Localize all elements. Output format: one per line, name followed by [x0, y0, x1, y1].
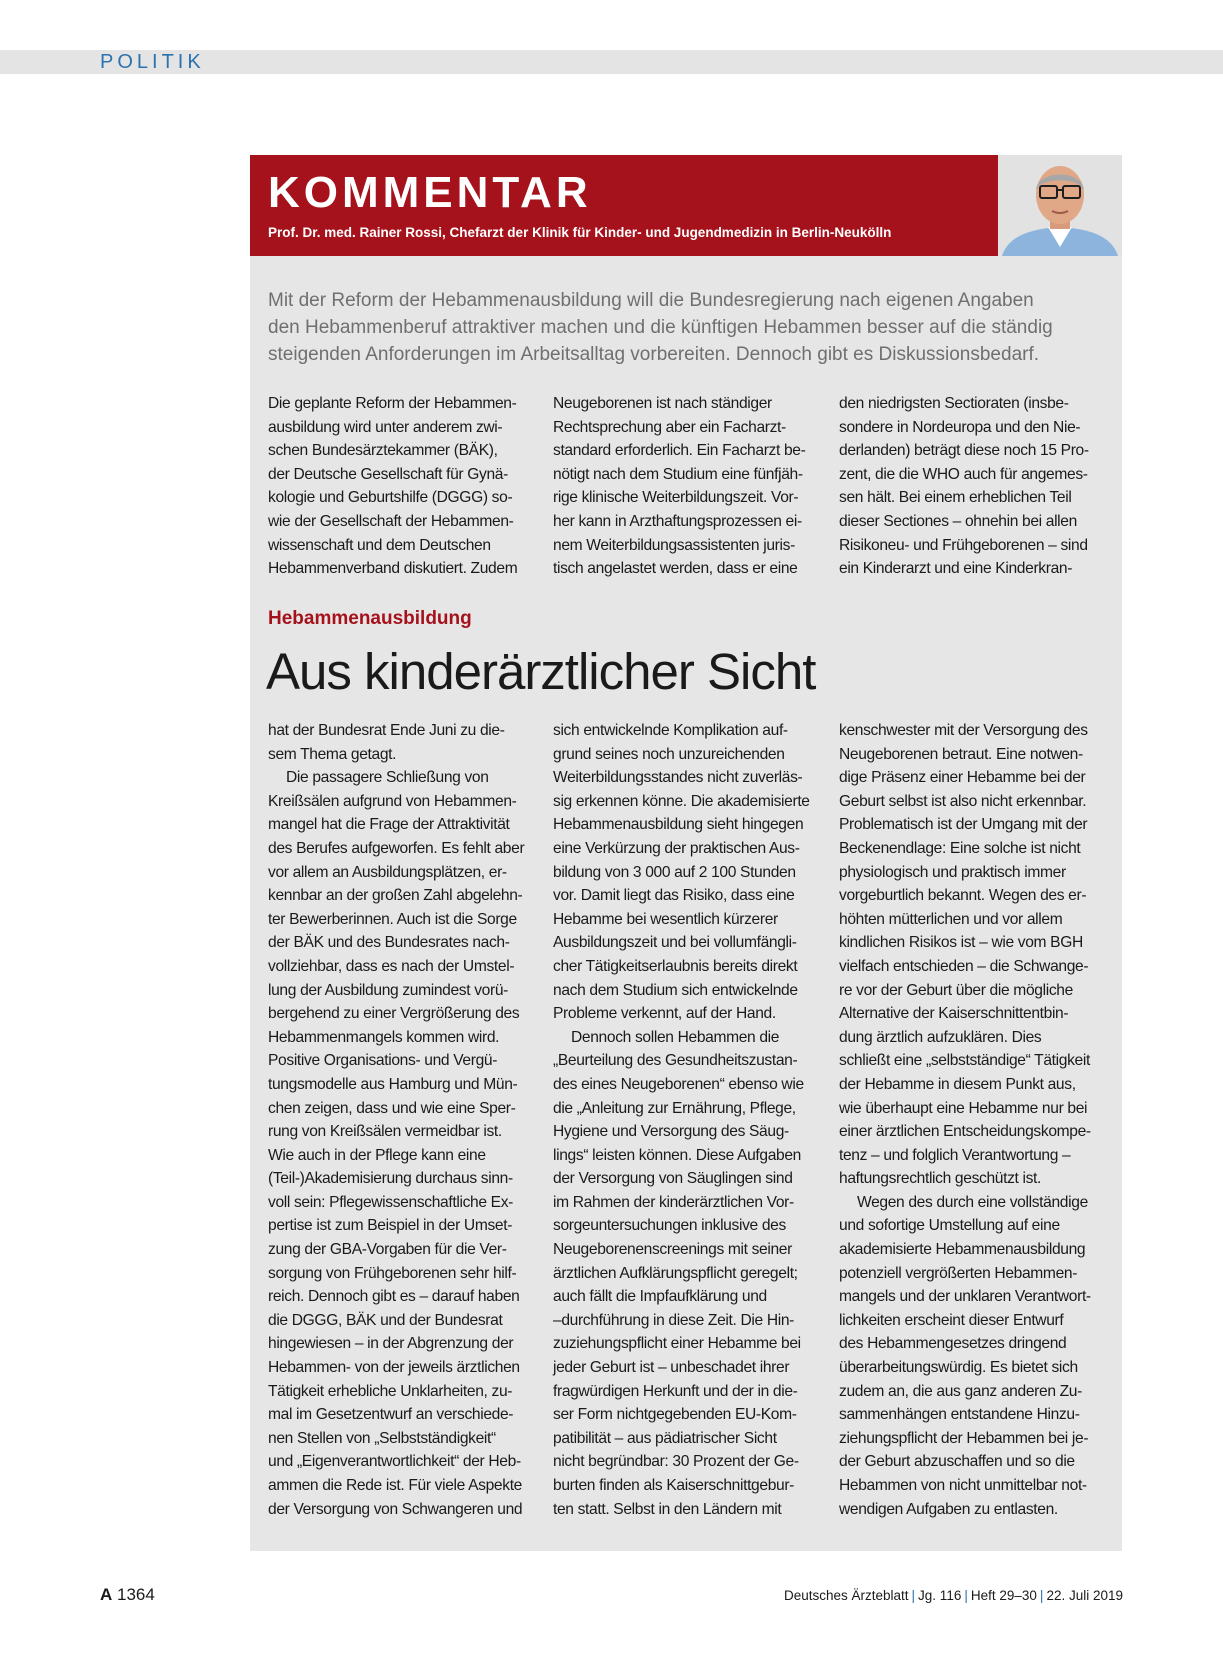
text-line: hat der Bundesrat Ende Juni zu die-	[268, 722, 505, 739]
text-line: Neugeborenen betraut. Eine notwen-	[839, 745, 1083, 763]
text-line: vollziehbar, dass es nach der Umstel-	[268, 957, 515, 975]
text-line: Dennoch sollen Hebammen die	[571, 1028, 780, 1046]
text-line: sem Thema getagt.	[268, 745, 397, 763]
text-line: vorgeburtlich bekannt. Wegen des er-	[839, 887, 1087, 905]
text-line: sich entwickelnde Komplikation auf-	[553, 722, 788, 739]
text-line: Die passagere Schließung von	[286, 769, 489, 787]
portrait-image	[998, 155, 1122, 256]
headline: Aus kinderärztlicher Sicht	[266, 643, 816, 700]
text-line: rung von Kreißsälen vermeidbar ist.	[268, 1123, 502, 1141]
text-line: Weiterbildungsstandes nicht zuverläs-	[553, 769, 803, 787]
text-line: Tätigkeit erhebliche Unklarheiten, zu-	[268, 1382, 513, 1400]
text-line: vor. Damit liegt das Risiko, dass eine	[553, 887, 795, 905]
text-line: wie überhaupt eine Hebamme nur bei	[839, 1099, 1088, 1117]
text-line: sorgeuntersuchungen inklusive des	[553, 1217, 786, 1235]
text-line: pertise ist zum Beispiel in der Umset-	[268, 1217, 513, 1235]
text-line: fragwürdigen Herkunft und der in die-	[553, 1382, 798, 1400]
journal-volume: Jg. 116	[918, 1588, 962, 1603]
text-line: ärztlichen Aufklärungspflicht geregelt;	[553, 1264, 798, 1282]
text-line: voll sein: Pflegewissenschaftliche Ex-	[268, 1193, 513, 1211]
text-line: Risikoneu- und Frühgeborenen – sind	[839, 536, 1088, 554]
text-line: tungsmodelle aus Hamburg und Mün-	[268, 1075, 518, 1093]
text-line: grund seines noch unzureichenden	[553, 745, 785, 763]
text-line: chen zeigen, dass und wie eine Sper-	[268, 1099, 516, 1117]
text-line: cher Tätigkeitserlaubnis bereits direkt	[553, 957, 798, 975]
footer-separator: |	[1039, 1588, 1044, 1603]
section-label: POLITIK	[100, 51, 205, 73]
text-line: dieser Sectiones – ohnehin bei allen	[839, 512, 1077, 530]
text-line: sen hält. Bei einem erheblichen Teil	[839, 489, 1072, 507]
text-line: sondere in Nordeuropa und den Nie-	[839, 418, 1081, 436]
lead-line: den Hebammenberuf attraktiver machen und die künftigen Hebammen besser auf die ständig	[268, 317, 1053, 338]
text-line: Positive Organisations- und Vergü-	[268, 1052, 498, 1070]
text-line: zent, die die WHO auch für angemes-	[839, 465, 1088, 483]
text-line: kenschwester mit der Versorgung des	[839, 722, 1088, 739]
text-line: dung ärztlich aufzuklären. Dies	[839, 1028, 1042, 1046]
text-line: im Rahmen der kinderärztlichen Vor-	[553, 1193, 794, 1211]
kicker: Hebammenausbildung	[268, 608, 472, 629]
text-line: Wie auch in der Pflege kann eine	[268, 1146, 486, 1164]
intro-column-1	[268, 392, 530, 581]
text-line: hingewiesen – in der Abgrenzung der	[268, 1335, 514, 1353]
text-line: der Versorgung von Schwangeren und	[268, 1500, 523, 1518]
body-column-1	[268, 719, 530, 1521]
text-line: patibilität – aus pädiatrischer Sicht	[553, 1429, 777, 1447]
text-line: Kreißsälen aufgrund von Hebammen-	[268, 792, 517, 810]
text-line: tenz – und folglich Verantwortung –	[839, 1146, 1071, 1164]
lead-paragraph	[268, 287, 1098, 368]
text-line: schen Bundesärztekammer (BÄK),	[268, 442, 498, 460]
text-line: „Beurteilung des Gesundheitszustan-	[553, 1052, 798, 1070]
text-line: kindlichen Risikos ist – wie vom BGH	[839, 934, 1083, 952]
text-line: derlanden) beträgt diese noch 15 Pro-	[839, 442, 1089, 460]
text-line: vielfach entschieden – die Schwange-	[839, 957, 1089, 975]
text-line: ziehungspflicht der Hebammen bei je-	[839, 1429, 1089, 1447]
text-line: die DGGG, BÄK und der Bundesrat	[268, 1311, 503, 1329]
text-line: dige Präsenz einer Hebamme bei der	[839, 769, 1086, 787]
text-line: Hebammenverband diskutiert. Zudem	[268, 560, 518, 578]
text-line: lings“ leisten können. Diese Aufgaben	[553, 1146, 801, 1164]
text-line: Hebammenausbildung sieht hingegen	[553, 816, 804, 834]
text-line: wissenschaft und dem Deutschen	[268, 536, 491, 554]
text-line: Hygiene und Versorgung des Säug-	[553, 1123, 789, 1141]
text-line: (Teil-)Akademisierung durchaus sinn-	[268, 1170, 513, 1188]
text-line: akademisierte Hebammenausbildung	[839, 1241, 1086, 1259]
text-line: des Hebammengesetzes dringend	[839, 1335, 1067, 1353]
text-line: und sofortige Umstellung auf eine	[839, 1217, 1060, 1235]
text-line: zuziehungspflicht einer Hebamme bei	[553, 1335, 801, 1353]
text-line: zudem an, die aus ganz anderen Zu-	[839, 1382, 1082, 1400]
lead-line: Mit der Reform der Hebammenausbildung will die Bundesregierung nach eigenen Angaben	[268, 290, 1034, 311]
intro-column-2	[553, 392, 815, 581]
text-line: wie der Gesellschaft der Hebammen-	[268, 512, 514, 530]
footer-separator: |	[911, 1588, 916, 1603]
text-line: einer ärztlichen Entscheidungskompe-	[839, 1123, 1091, 1141]
intro-column-3	[839, 392, 1101, 581]
text-line: ter Bewerberinnen. Auch ist die Sorge	[268, 910, 517, 928]
text-line: Rechtsprechung aber ein Facharzt-	[553, 418, 786, 436]
text-line: Neugeborenen ist nach ständiger	[553, 395, 772, 412]
text-line: der Deutsche Gesellschaft für Gynä-	[268, 465, 508, 483]
author-portrait	[998, 155, 1122, 256]
body-column-2	[553, 719, 815, 1521]
text-line: der Hebamme in diesem Punkt aus,	[839, 1075, 1076, 1093]
text-line: lung der Ausbildung zumindest vorü-	[268, 981, 508, 999]
page-number-value: 1364	[117, 1585, 155, 1604]
text-line: reich. Dennoch gibt es – darauf haben	[268, 1288, 520, 1306]
commentary-title: KOMMENTAR	[268, 168, 592, 217]
text-line: vor allem an Ausbildungsplätzen, er-	[268, 863, 507, 881]
journal-issue: Heft 29–30	[970, 1588, 1037, 1603]
text-line: sammenhängen entstandene Hinzu-	[839, 1406, 1080, 1424]
text-line: höhten mütterlichen und vor allem	[839, 910, 1063, 928]
text-line: Die geplante Reform der Hebammen-	[268, 395, 517, 412]
text-line: Beckenendlage: Eine solche ist nicht	[839, 839, 1081, 857]
text-line: Alternative der Kaiserschnittentbin-	[839, 1005, 1069, 1023]
text-line: Hebamme bei wesentlich kürzerer	[553, 910, 778, 928]
text-line: rige klinische Weiterbildungszeit. Vor-	[553, 489, 799, 507]
text-line: nach dem Studium sich entwickelnde	[553, 981, 798, 999]
text-line: nen Stellen von „Selbstständigkeit“	[268, 1429, 496, 1447]
text-line: wendigen Aufgaben zu entlasten.	[839, 1500, 1058, 1518]
journal-date: 22. Juli 2019	[1046, 1588, 1123, 1603]
text-line: potenziell vergrößerten Hebammen-	[839, 1264, 1078, 1282]
text-line: Neugeborenenscreenings mit seiner	[553, 1241, 792, 1259]
text-line: schließt eine „selbstständige“ Tätigkeit	[839, 1052, 1090, 1070]
text-line: ein Kinderarzt und eine Kinderkran-	[839, 560, 1073, 578]
text-line: –durchführung in diese Zeit. Die Hin-	[553, 1311, 795, 1329]
text-line: Hebammenmangels kommen wird.	[268, 1028, 500, 1046]
text-line: ten statt. Selbst in den Ländern mit	[553, 1500, 782, 1518]
text-line: Probleme verkennt, auf der Hand.	[553, 1005, 776, 1023]
text-line: her kann in Arzthaftungsprozessen ei-	[553, 512, 802, 530]
text-line: standard erforderlich. Ein Facharzt be-	[553, 442, 806, 460]
text-line: sorgung von Frühgeborenen sehr hilf-	[268, 1264, 517, 1282]
text-line: des eines Neugeborenen“ ebenso wie	[553, 1075, 804, 1093]
text-line: ser Form nichtgegebenden EU-Kom-	[553, 1406, 797, 1424]
text-line: haftungsrechtlich geschützt ist.	[839, 1170, 1042, 1188]
text-line: auch fällt die Impfaufklärung und	[553, 1288, 767, 1306]
text-line: burten finden als Kaiserschnittgebur-	[553, 1477, 795, 1494]
text-line: überarbeitungswürdig. Es bietet sich	[839, 1359, 1078, 1377]
text-line: zung der GBA-Vorgaben für die Ver-	[268, 1241, 507, 1259]
text-line: nötigt nach dem Studium eine fünfjäh-	[553, 465, 803, 483]
text-line: des Berufes aufgeworfen. Es fehlt aber	[268, 839, 525, 857]
text-line: jeder Geburt ist – unbeschadet ihrer	[553, 1359, 790, 1377]
text-line: eine Verkürzung der praktischen Aus-	[553, 839, 800, 857]
text-line: re vor der Geburt über die mögliche	[839, 981, 1073, 999]
text-line: der Geburt abzuschaffen und so die	[839, 1453, 1075, 1471]
text-line: kennbar an der großen Zahl abgelehn-	[268, 887, 523, 905]
body-column-3	[839, 719, 1101, 1521]
author-line: Prof. Dr. med. Rainer Rossi, Chefarzt der Klinik für Kinder- und Jugendmedizin in Berlin-Neukölln	[268, 225, 892, 240]
text-line: physiologisch und praktisch immer	[839, 863, 1066, 881]
text-line: mangels und der unklaren Verantwort-	[839, 1288, 1091, 1306]
text-line: Geburt selbst ist also nicht erkennbar.	[839, 792, 1087, 810]
lead-line: steigenden Anforderungen im Arbeitsalltag vorbereiten. Dennoch gibt es Diskussionsbedarf.	[268, 344, 1040, 365]
text-line: Wegen des durch eine vollständige	[857, 1193, 1088, 1211]
text-line: mangel hat die Frage der Attraktivität	[268, 816, 510, 834]
text-line: Ausbildungszeit und bei vollumfängli-	[553, 934, 797, 952]
text-line: bildung von 3 000 auf 2 100 Stunden	[553, 863, 796, 881]
text-line: Hebammen- von der jeweils ärztlichen	[268, 1359, 520, 1377]
text-line: mal im Gesetzentwurf an verschiede-	[268, 1406, 514, 1424]
journal-footer	[784, 1587, 1123, 1605]
text-line: kologie und Geburtshilfe (DGGG) so-	[268, 489, 513, 507]
text-line: nem Weiterbildungsassistenten juris-	[553, 536, 795, 554]
text-line: lichkeiten erscheint dieser Entwurf	[839, 1311, 1064, 1329]
text-line: nicht begründbar: 30 Prozent der Ge-	[553, 1453, 799, 1471]
text-line: ammen die Rede ist. Für viele Aspekte	[268, 1477, 523, 1494]
page-prefix: A	[100, 1585, 113, 1604]
text-line: die „Anleitung zur Ernährung, Pflege,	[553, 1099, 796, 1117]
page-number	[100, 1584, 155, 1606]
journal-name: Deutsches Ärzteblatt	[783, 1588, 909, 1603]
text-line: sig erkennen könne. Die akademisierte	[553, 792, 810, 810]
text-line: bergehend zu einer Vergrößerung des	[268, 1005, 520, 1023]
text-line: tisch angelastet werden, dass er eine	[553, 560, 798, 578]
text-line: den niedrigsten Sectioraten (insbe-	[839, 395, 1069, 412]
text-line: ausbildung wird unter anderem zwi-	[268, 418, 503, 436]
text-line: der BÄK und des Bundesrates nach-	[268, 934, 510, 952]
text-line: und „Eigenverantwortlichkeit“ der Heb-	[268, 1453, 521, 1471]
text-line: Hebammen von nicht unmittelbar not-	[839, 1477, 1087, 1494]
footer-separator: |	[964, 1588, 968, 1603]
text-line: der Versorgung von Säuglingen sind	[553, 1170, 793, 1188]
text-line: Problematisch ist der Umgang mit der	[839, 816, 1088, 834]
